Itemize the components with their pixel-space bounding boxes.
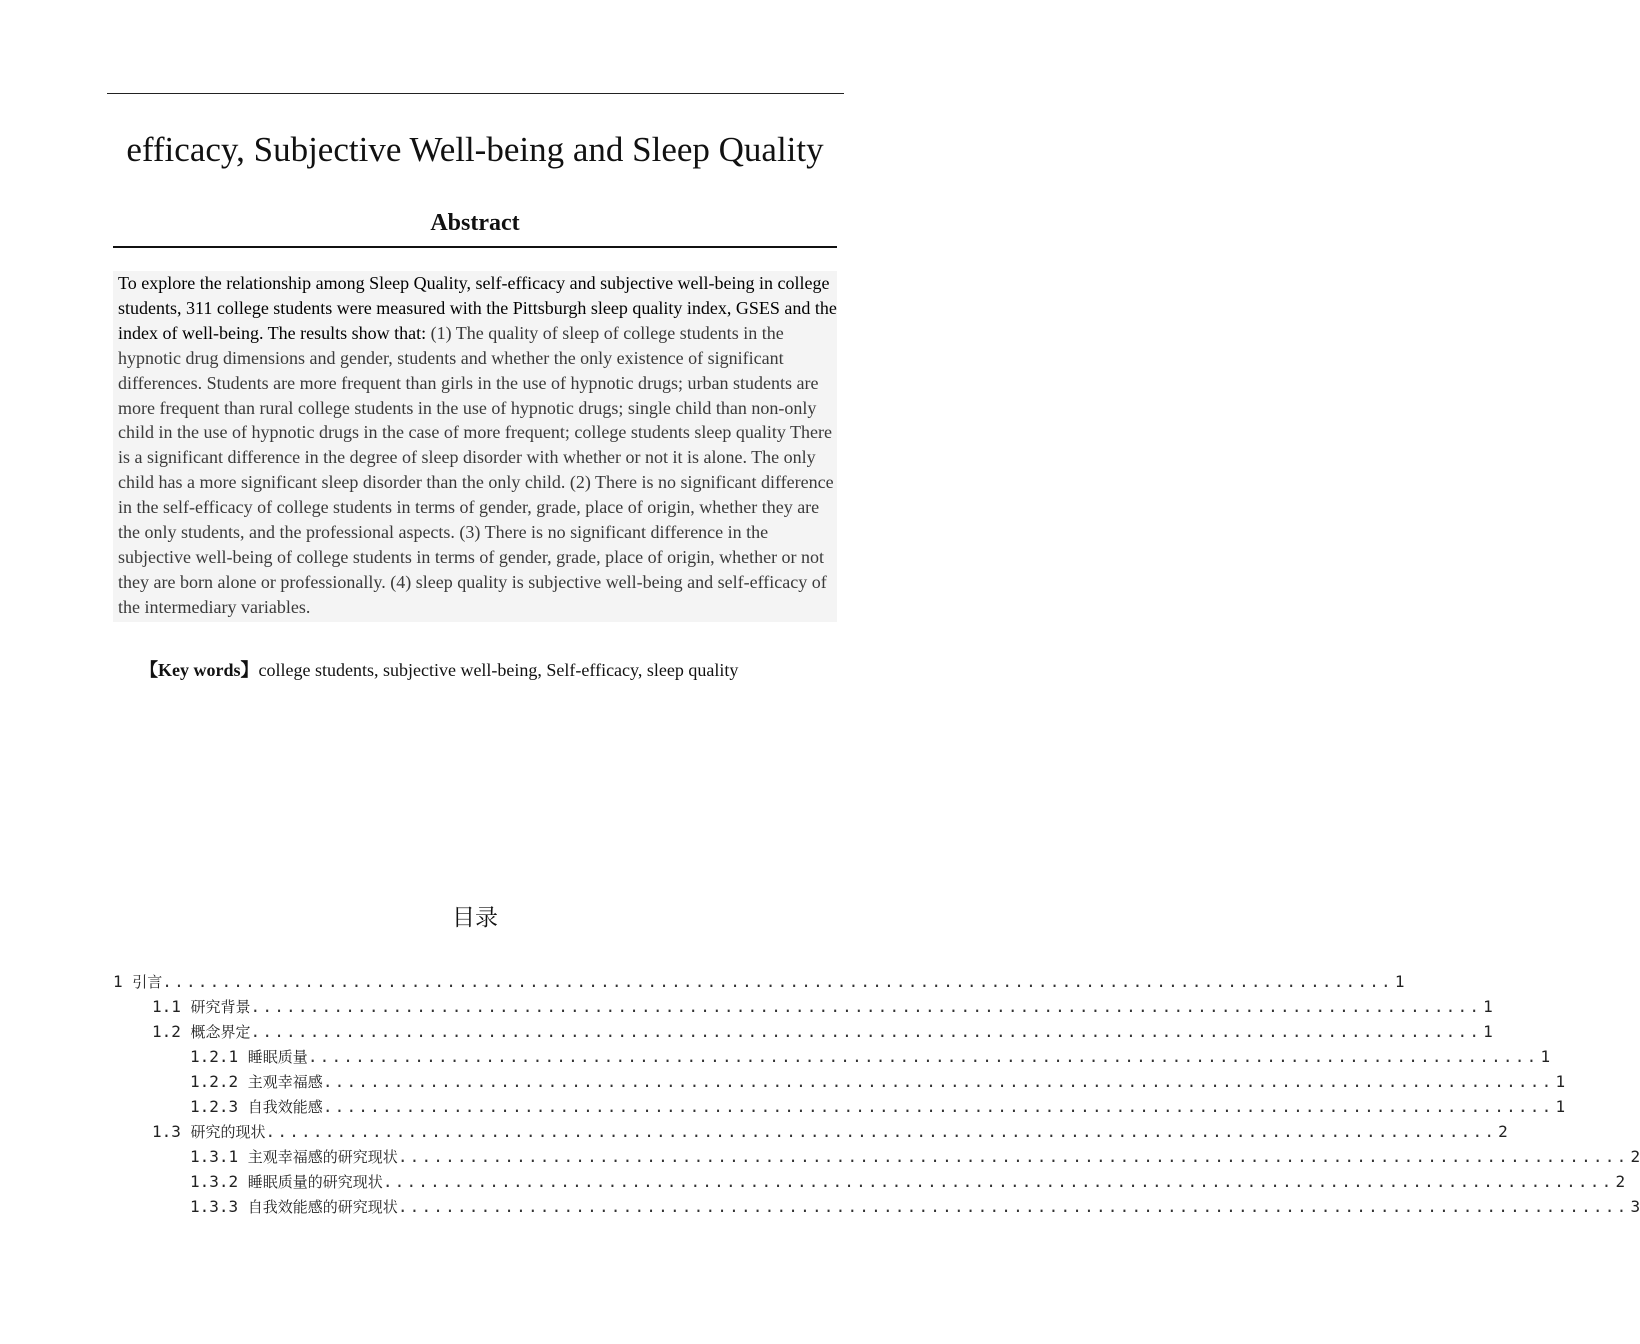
toc-entry-page: 2 [1498, 1122, 1508, 1141]
toc-entry-number: 1.2.3 [190, 1097, 248, 1116]
toc-entry-number: 1.1 [152, 997, 191, 1016]
abstract-heading: Abstract [430, 210, 520, 236]
toc-entry-page: 1 [1483, 997, 1493, 1016]
toc-entry-label: 研究的现状 [190, 1123, 266, 1141]
abstract-text-results: (1) The quality of sleep of college students in the hypnotic drug dimensions and gender, students and whether the only existence of significant differences. Students are more frequent than girls in the use of hypnotic drugs; urban students are more frequent than rural college students in the use of hypnotic drugs; single child than non-only child in the use of hypnotic drugs in the case of more frequent; college students sleep quality There is a significant difference in the degree of sleep disorder with whether or not it is alone. The only child has a more significant sleep disorder than the only child. (2) There is no significant difference in the self-efficacy of college students in terms of gender, grade, place of origin, whether they are the only students, and the professional aspects. (3) There is no significant difference in the subjective well-being of college students in terms of gender, grade, place of origin, whether or not they are born alone or professionally. (4) sleep quality is subjective well-being and self-efficacy of the intermediary variables. [118, 322, 834, 617]
toc-entry-label: 概念界定 [190, 1023, 251, 1041]
toc-title: 目录 [452, 905, 498, 931]
toc-entry-page: 1 [1555, 1072, 1566, 1091]
toc-leader-dots: ........................................................................................................ [322, 1097, 1554, 1116]
header-rule [107, 93, 844, 94]
toc-entry-page: 1 [1540, 1047, 1551, 1066]
abstract-rule [113, 246, 837, 248]
keywords-label: 【Key words】 [140, 660, 259, 680]
toc-entry[interactable] [190, 1069, 1566, 1094]
toc-entry-number: 1.3.3 [190, 1197, 248, 1216]
toc-leader-dots: ........................................................................................................ [250, 997, 1482, 1016]
toc-entry-page: 1 [1394, 972, 1405, 991]
toc-entry[interactable] [190, 1094, 1566, 1119]
toc-entry[interactable] [152, 994, 1493, 1019]
toc-entry-number: 1.2.2 [190, 1072, 248, 1091]
toc-entry-page: 1 [1555, 1097, 1566, 1116]
toc-entry-label: 睡眠质量 [247, 1048, 308, 1066]
toc-entry-label: 睡眠质量的研究现状 [247, 1173, 383, 1191]
toc-entry[interactable] [190, 1044, 1551, 1069]
toc-entry[interactable] [113, 969, 1405, 994]
toc-entry-page: 3 [1630, 1197, 1640, 1216]
toc-entry-number: 1.3.2 [190, 1172, 248, 1191]
toc-entry[interactable] [190, 1169, 1626, 1194]
toc-entry-page: 1 [1483, 1022, 1493, 1041]
keywords-line [140, 658, 738, 682]
toc-leader-dots: ........................................................................................................ [397, 1147, 1629, 1166]
toc-entry[interactable] [190, 1194, 1640, 1219]
toc-entry-label: 自我效能感 [247, 1098, 323, 1116]
toc-leader-dots: ........................................................................................................ [307, 1047, 1539, 1066]
toc-entry[interactable] [190, 1144, 1640, 1169]
paper-title: efficacy, Subjective Well-being and Sleep Quality [126, 130, 824, 169]
toc-leader-dots: ........................................................................................................ [265, 1122, 1497, 1141]
abstract-text-intro: To explore the relationship among Sleep Quality, self-efficacy and subjective well-being in college students, 311 college students were measured with the Pittsburgh sleep quality index, GSES and the index of well-being. The results show that: [118, 273, 837, 343]
toc-leader-dots: ........................................................................................................ [322, 1072, 1554, 1091]
toc-entry-label: 主观幸福感 [247, 1073, 323, 1091]
keywords-text: college students, subjective well-being, Self-efficacy, sleep quality [258, 660, 739, 680]
toc-entry-number: 1 [113, 972, 133, 991]
toc-entry[interactable] [152, 1119, 1508, 1144]
toc-entry-page: 2 [1630, 1147, 1640, 1166]
toc-entry-number: 1.2.1 [190, 1047, 248, 1066]
toc-entry-number: 1.2 [152, 1022, 191, 1041]
toc-leader-dots: ........................................................................................................ [382, 1172, 1614, 1191]
toc-entry-label: 研究背景 [190, 998, 251, 1016]
toc-leader-dots: ........................................................................................................ [397, 1197, 1629, 1216]
toc-entry-number: 1.3 [152, 1122, 191, 1141]
toc-leader-dots: ........................................................................................................ [250, 1022, 1482, 1041]
toc-entry-number: 1.3.1 [190, 1147, 248, 1166]
toc-entry-label: 引言 [132, 973, 163, 991]
toc-leader-dots: ........................................................................................................ [162, 972, 1393, 991]
toc-entry-label: 自我效能感的研究现状 [247, 1198, 398, 1216]
toc-entry[interactable] [152, 1019, 1493, 1044]
toc-entry-page: 2 [1615, 1172, 1626, 1191]
toc-entry-label: 主观幸福感的研究现状 [247, 1148, 398, 1166]
abstract-body [113, 271, 837, 622]
